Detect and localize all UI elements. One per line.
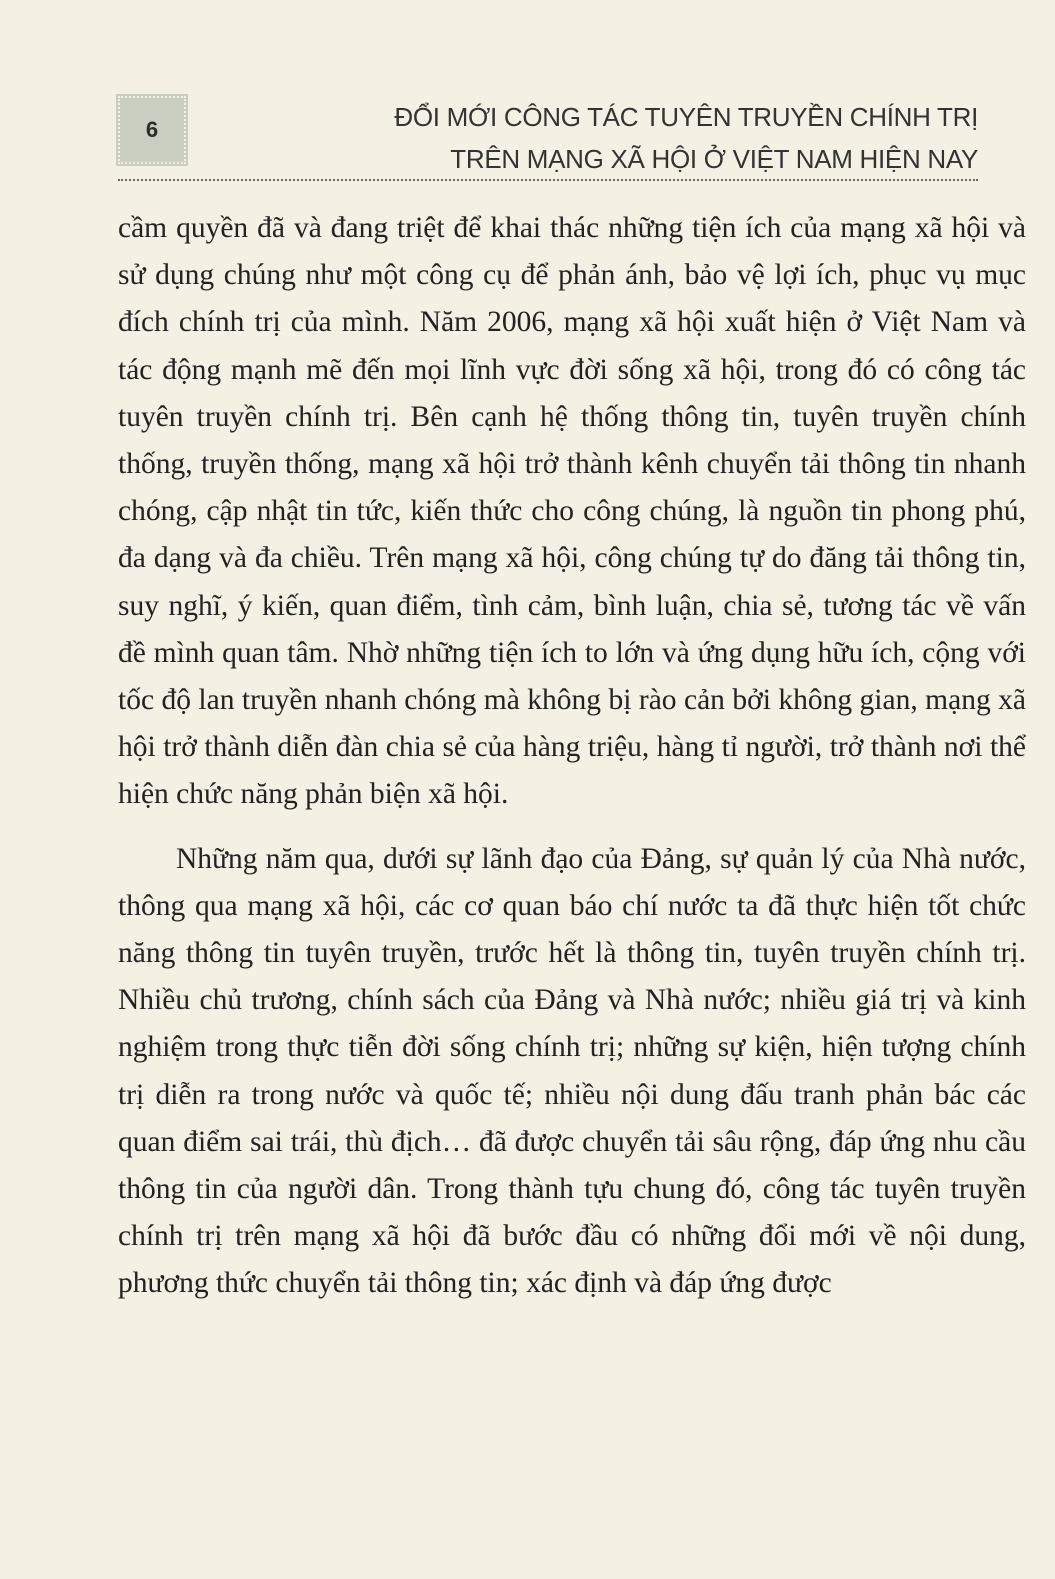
running-header-line-1: ĐỔI MỚI CÔNG TÁC TUYÊN TRUYỀN CHÍNH TRỊ	[394, 102, 978, 132]
body-text	[118, 205, 1026, 1308]
running-header-line-2: TRÊN MẠNG XÃ HỘI Ở VIỆT NAM HIỆN NAY	[450, 144, 978, 174]
page-number-badge	[118, 96, 186, 164]
paragraph-2: Những năm qua, dưới sự lãnh đạo của Đảng, sự quản lý của Nhà nước, thông qua mạng xã hội, các cơ quan báo chí nước ta đã thực hiện tốt chức năng thông tin tuyên truyền, trước hết là thông tin, tuyên truyền chính trị. Nhiều chủ trương, chính sách của Đảng và Nhà nước; nhiều giá trị và kinh nghiệm trong thực tiễn đời sống chính trị; những sự kiện, hiện tượng chính trị diễn ra trong nước và quốc tế; nhiều nội dung đấu tranh phản bác các quan điểm sai trái, thù địch… đã được chuyển tải sâu rộng, đáp ứng nhu cầu thông tin của người dân. Trong thành tựu chung đó, công tác tuyên truyền chính trị trên mạng xã hội đã bước đầu có những đổi mới về nội dung, phương thức chuyển tải thông tin; xác định và đáp ứng được	[118, 842, 1026, 1300]
paragraph-1: cầm quyền đã và đang triệt để khai thác những tiện ích của mạng xã hội và sử dụng chúng như một công cụ để phản ánh, bảo vệ lợi ích, phục vụ mục đích chính trị của mình. Năm 2006, mạng xã hội xuất hiện ở Việt Nam và tác động mạnh mẽ đến mọi lĩnh vực đời sống xã hội, trong đó có công tác tuyên truyền chính trị. Bên cạnh hệ thống thông tin, tuyên truyền chính thống, truyền thống, mạng xã hội trở thành kênh chuyển tải thông tin nhanh chóng, cập nhật tin tức, kiến thức cho công chúng, là nguồn tin phong phú, đa dạng và đa chiều. Trên mạng xã hội, công chúng tự do đăng tải thông tin, suy nghĩ, ý kiến, quan điểm, tình cảm, bình luận, chia sẻ, tương tác về vấn đề mình quan tâm. Nhờ những tiện ích to lớn và ứng dụng hữu ích, cộng với tốc độ lan truyền nhanh chóng mà không bị rào cản bởi không gian, mạng xã hội trở thành diễn đàn chia sẻ của hàng triệu, hàng tỉ người, trở thành nơi thể hiện chức năng phản biện xã hội.	[118, 212, 1026, 811]
header-divider	[118, 179, 978, 181]
page-number: 6	[145, 117, 159, 142]
running-header	[394, 96, 978, 180]
